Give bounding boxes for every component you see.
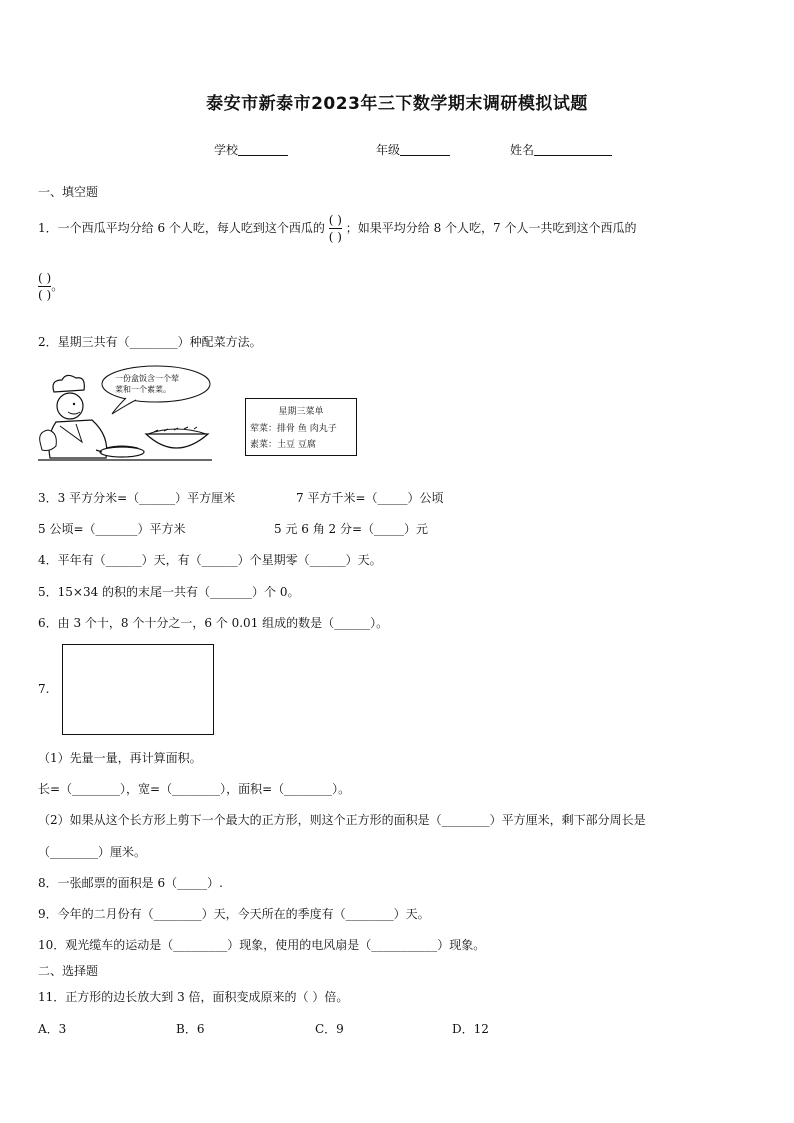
bubble-line-2: 菜和一个素菜。: [115, 385, 171, 394]
menu-veg-row: 素菜：土豆 豆腐: [250, 440, 316, 450]
grade-blank[interactable]: [400, 143, 450, 156]
name-field: [510, 141, 612, 158]
question-3-c: 5 公顷=（_______）平方米: [38, 522, 186, 536]
question-8: 8．一张邮票的面积是 6（_____）.: [38, 876, 223, 890]
q1-end: 。: [51, 279, 64, 293]
question-2: 2．星期三共有（________）种配菜方法。: [38, 335, 262, 349]
question-7-sub2-cont: （________）厘米。: [38, 845, 147, 859]
question-7-sub1-answer: 长=（________），宽=（________），面积=（________）。: [38, 782, 351, 796]
question-9: 9．今年的二月份有（________）天，今天所在的季度有（________）天。: [38, 907, 430, 921]
menu-card: [245, 398, 357, 456]
grade-field: [376, 141, 450, 158]
question-3-b: 7 平方千米=（_____）公顷: [296, 491, 444, 505]
q1-text-a: 1．一个西瓜平均分给 6 个人吃，每人吃到这个西瓜的: [38, 221, 325, 235]
question-1: [38, 212, 636, 245]
grade-label: 年级: [376, 143, 401, 157]
rectangle-figure: [62, 644, 214, 735]
question-11: 11．正方形的边长放大到 3 倍，面积变成原来的（ ）倍。: [38, 990, 349, 1004]
q1-text-b: ；如果平均分给 8 个人吃，7 个人一共吃到这个西瓜的: [345, 221, 637, 235]
menu-meat-row: 荤菜：排骨 鱼 肉丸子: [250, 424, 337, 434]
name-label: 姓名: [510, 143, 535, 157]
question-1-cont: [38, 270, 63, 303]
section-fill-blank: 一、填空题: [38, 185, 99, 199]
question-7-sub1: （1）先量一量，再计算面积。: [38, 751, 202, 765]
name-blank[interactable]: [534, 143, 612, 156]
option-d[interactable]: D．12: [452, 1022, 489, 1036]
question-5: 5．15×34 的积的末尾一共有（_______）个 0。: [38, 585, 300, 599]
school-label: 学校: [214, 143, 239, 157]
section-choice: 二、选择题: [38, 964, 99, 978]
question-7-sub2: （2）如果从这个长方形上剪下一个最大的正方形，则这个正方形的面积是（________）平方厘米，剩下部分周长是: [38, 813, 646, 827]
question-7-label: 7.: [38, 682, 50, 696]
question-3-a: 3．3 平方分米=（______）平方厘米: [38, 491, 236, 505]
option-c[interactable]: C．9: [315, 1022, 344, 1036]
bubble-line-1: 一份盒饭含一个荤: [115, 374, 179, 383]
school-field: [214, 141, 288, 158]
question-6: 6．由 3 个十，8 个十分之一，6 个 0.01 组成的数是（______）。: [38, 616, 389, 630]
q1-fraction-1[interactable]: $\frac{( )}{( )}$: [328, 213, 342, 244]
q1-fraction-2[interactable]: $\frac{( )}{( )}$: [38, 271, 52, 302]
option-a[interactable]: A．3: [38, 1022, 67, 1036]
school-blank[interactable]: [238, 143, 288, 156]
chef-illustration: [36, 362, 212, 466]
question-3-d: 5 元 6 角 2 分=（_____）元: [274, 522, 429, 536]
menu-title: 星期三菜单: [278, 407, 324, 417]
question-4: 4．平年有（______）天，有（______）个星期零（______）天。: [38, 553, 382, 567]
option-b[interactable]: B．6: [176, 1022, 205, 1036]
page-title: 泰安市新泰市2023年三下数学期末调研模拟试题: [206, 94, 588, 114]
question-10: 10．观光缆车的运动是（_________）现象，使用的电风扇是（___________）现象。: [38, 938, 486, 952]
